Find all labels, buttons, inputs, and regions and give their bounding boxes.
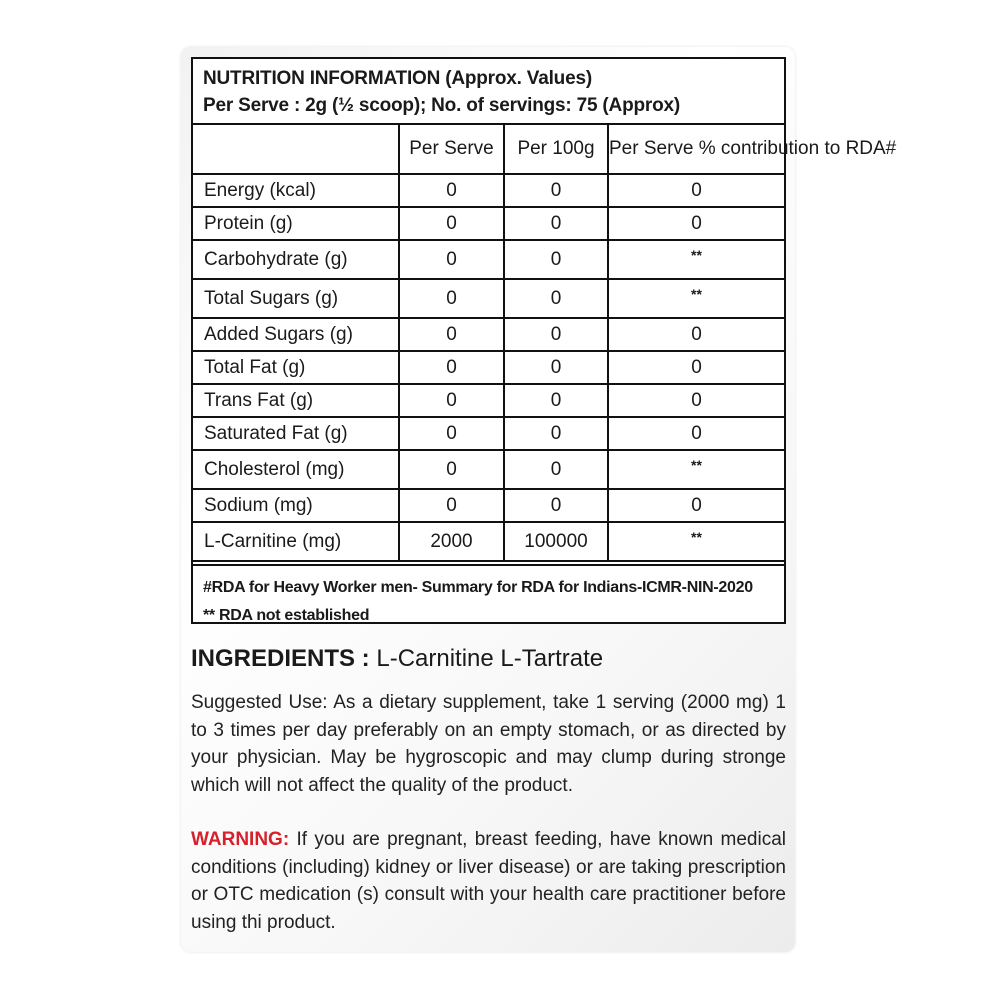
column-header-per-100g: Per 100g bbox=[504, 125, 608, 174]
rda-cell: 0 bbox=[608, 318, 784, 351]
nutrient-name-cell: Total Fat (g) bbox=[193, 351, 399, 384]
table-row bbox=[193, 279, 784, 318]
per-serve-cell: 0 bbox=[399, 384, 504, 417]
per-100g-cell: 0 bbox=[504, 384, 608, 417]
rda-cell: ** bbox=[608, 522, 784, 561]
nutrition-table bbox=[193, 125, 897, 562]
nutrient-name-cell: Carbohydrate (g) bbox=[193, 240, 399, 279]
per-serve-cell: 0 bbox=[399, 351, 504, 384]
footnote-rda-source: #RDA for Heavy Worker men- Summary for RDA for Indians-ICMR-NIN-2020 bbox=[203, 579, 753, 596]
rda-cell: ** bbox=[608, 279, 784, 318]
rda-cell: 0 bbox=[608, 207, 784, 240]
per-serve-cell: 0 bbox=[399, 174, 504, 207]
table-row bbox=[193, 240, 784, 279]
rda-cell: 0 bbox=[608, 174, 784, 207]
nutrient-name-cell: Total Sugars (g) bbox=[193, 279, 399, 318]
table-header-row bbox=[193, 125, 784, 174]
table-row bbox=[193, 351, 784, 384]
column-header-nutrient bbox=[193, 125, 399, 174]
rda-cell: 0 bbox=[608, 489, 784, 522]
table-row bbox=[193, 489, 784, 522]
nutrient-name-cell: Added Sugars (g) bbox=[193, 318, 399, 351]
table-row bbox=[193, 384, 784, 417]
table-row bbox=[193, 450, 784, 489]
table-row bbox=[193, 174, 784, 207]
rda-cell: 0 bbox=[608, 417, 784, 450]
per-100g-cell: 0 bbox=[504, 489, 608, 522]
nutrition-title: NUTRITION INFORMATION (Approx. Values) bbox=[203, 68, 592, 89]
nutrient-name-cell: Protein (g) bbox=[193, 207, 399, 240]
nutrient-name-cell: L-Carnitine (mg) bbox=[193, 522, 399, 561]
per-100g-cell: 0 bbox=[504, 174, 608, 207]
rda-cell: ** bbox=[608, 450, 784, 489]
per-100g-cell: 0 bbox=[504, 207, 608, 240]
rda-cell: 0 bbox=[608, 384, 784, 417]
per-serve-cell: 0 bbox=[399, 240, 504, 279]
suggested-use-text: Suggested Use: As a dietary supplement, take 1 serving (2000 mg) 1 to 3 times per day preferably on an empty stomach, or as directed by your physician. May be hygroscopic and may clump during stronge which will not affect the quality of the product. bbox=[191, 692, 786, 796]
rda-cell: ** bbox=[608, 240, 784, 279]
per-100g-cell: 0 bbox=[504, 351, 608, 384]
nutrition-header bbox=[193, 59, 784, 125]
ingredients-heading: INGREDIENTS : bbox=[191, 645, 370, 672]
warning-label: WARNING: bbox=[191, 829, 290, 850]
per-100g-cell: 0 bbox=[504, 318, 608, 351]
footnote-rda-not-established: ** RDA not established bbox=[203, 607, 370, 624]
nutrition-panel bbox=[191, 57, 897, 624]
rda-footnote bbox=[193, 564, 784, 630]
table-row bbox=[193, 207, 784, 240]
per-serve-cell: 0 bbox=[399, 450, 504, 489]
per-100g-cell: 0 bbox=[504, 240, 608, 279]
per-100g-cell: 100000 bbox=[504, 522, 608, 561]
per-serve-cell: 0 bbox=[399, 318, 504, 351]
per-serve-cell: 0 bbox=[399, 207, 504, 240]
per-serve-cell: 0 bbox=[399, 489, 504, 522]
table-row bbox=[193, 318, 784, 351]
column-header-per-serve: Per Serve bbox=[399, 125, 504, 174]
per-100g-cell: 0 bbox=[504, 417, 608, 450]
per-serve-cell: 0 bbox=[399, 279, 504, 318]
nutrient-name-cell: Trans Fat (g) bbox=[193, 384, 399, 417]
ingredients-line bbox=[191, 643, 791, 675]
nutrient-name-cell: Sodium (mg) bbox=[193, 489, 399, 522]
table-row bbox=[193, 417, 784, 450]
nutrient-name-cell: Saturated Fat (g) bbox=[193, 417, 399, 450]
per-100g-cell: 0 bbox=[504, 279, 608, 318]
per-serve-cell: 0 bbox=[399, 417, 504, 450]
per-serve-cell: 2000 bbox=[399, 522, 504, 561]
nutrient-name-cell: Energy (kcal) bbox=[193, 174, 399, 207]
warning-body: If you are pregnant, breast feeding, have known medical conditions (including) kidney or liver disease) or are taking prescription or OTC medication (s) consult with your health care practitioner before using thi product. bbox=[191, 829, 786, 933]
per-100g-cell: 0 bbox=[504, 450, 608, 489]
nutrition-table-body bbox=[193, 174, 784, 561]
nutrient-name-cell: Cholesterol (mg) bbox=[193, 450, 399, 489]
serving-info: Per Serve : 2g (½ scoop); No. of servings: 75 (Approx) bbox=[203, 95, 680, 116]
column-header-rda: Per Serve % contribution to RDA# bbox=[608, 125, 784, 174]
ingredients-value: L-Carnitine L-Tartrate bbox=[376, 645, 604, 672]
table-row bbox=[193, 522, 784, 561]
warning-paragraph bbox=[191, 826, 786, 936]
rda-cell: 0 bbox=[608, 351, 784, 384]
